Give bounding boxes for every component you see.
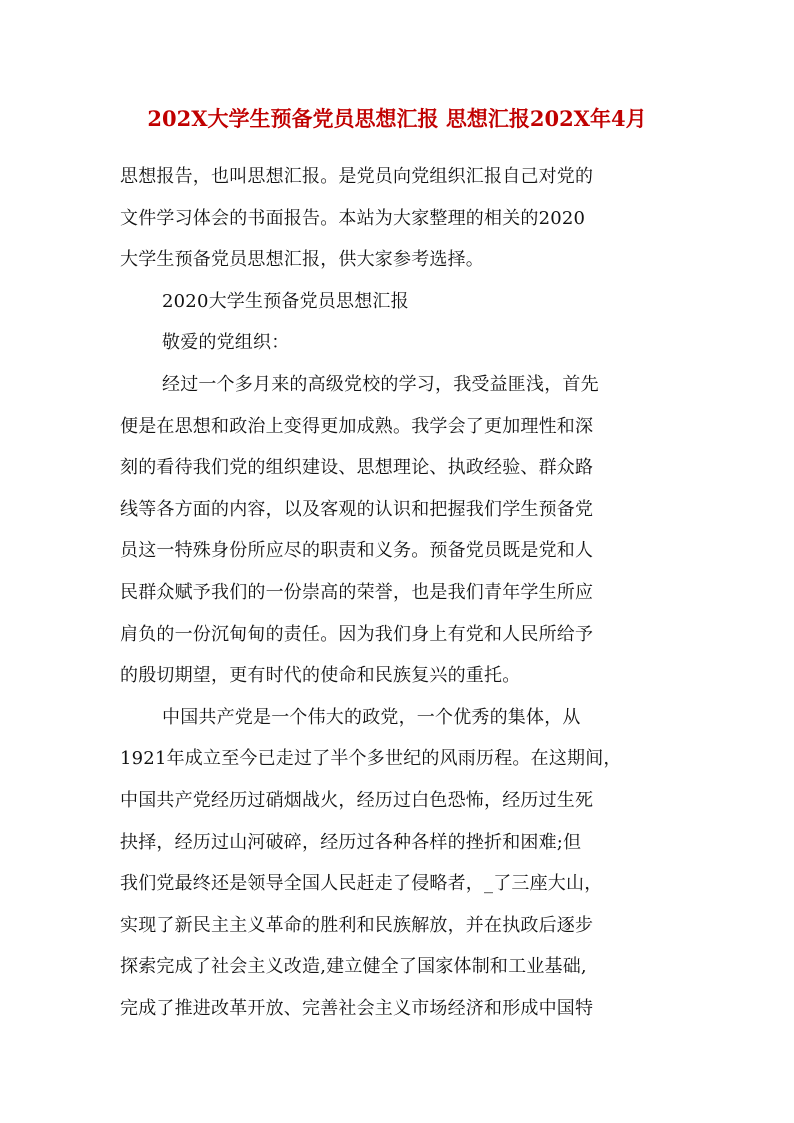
body-line: 便是在思想和政治上变得更加成熟。我学会了更加理性和深 [120,415,594,437]
body-line: 实现了新民主主义革命的胜利和民族解放，并在执政后逐步 [120,914,594,936]
body-line: 民群众赋予我们的一份崇高的荣誉，也是我们青年学生所应 [120,581,594,603]
body-line: 线等各方面的内容，以及客观的认识和把握我们学生预备党 [120,498,594,520]
body-line: 中国共产党是一个伟大的政党，一个优秀的集体，从 [162,706,581,728]
body-line: 思想报告，也叫思想汇报。是党员向党组织汇报自己对党的 [120,166,594,187]
body-line: 的殷切期望，更有时代的使命和民族复兴的重托。 [120,665,521,687]
body-line: 我们党最终还是领导全国人民赶走了侵略者，_了三座大山， [120,873,603,895]
body-line: 抉择，经历过山河破碎，经历过各种各样的挫折和困难;但 [120,831,582,853]
body-line: 大学生预备党员思想汇报，供大家参考选择。 [120,249,484,271]
salutation: 敬爱的党组织： [162,332,290,354]
body-line: 经过一个多月来的高级党校的学习，我受益匪浅，首先 [162,373,599,395]
body-line: 探索完成了社会主义改造,建立健全了国家体制和工业基础, [120,956,587,978]
body-line: 1921年成立至今已走过了半个多世纪的风雨历程。在这期间， [120,748,622,770]
body-line: 中国共产党经历过硝烟战火，经历过白色恐怖，经历过生死 [120,789,594,811]
body-line: 文件学习体会的书面报告。本站为大家整理的相关的2020 [120,207,586,229]
document-title: 202X大学生预备党员思想汇报 思想汇报202X年4月 [147,106,647,131]
body-line: 刻的看待我们党的组织建设、思想理论、执政经验、群众路 [120,457,594,479]
body-line: 肩负的一份沉甸甸的责任。因为我们身上有党和人民所给予 [120,623,594,645]
body-line: 完成了推进改革开放、完善社会主义市场经济和形成中国特 [120,997,594,1019]
body-line: 员这一特殊身份所应尽的职责和义务。预备党员既是党和人 [120,540,594,562]
report-heading: 2020大学生预备党员思想汇报 [162,290,409,312]
document-body [120,156,680,1029]
